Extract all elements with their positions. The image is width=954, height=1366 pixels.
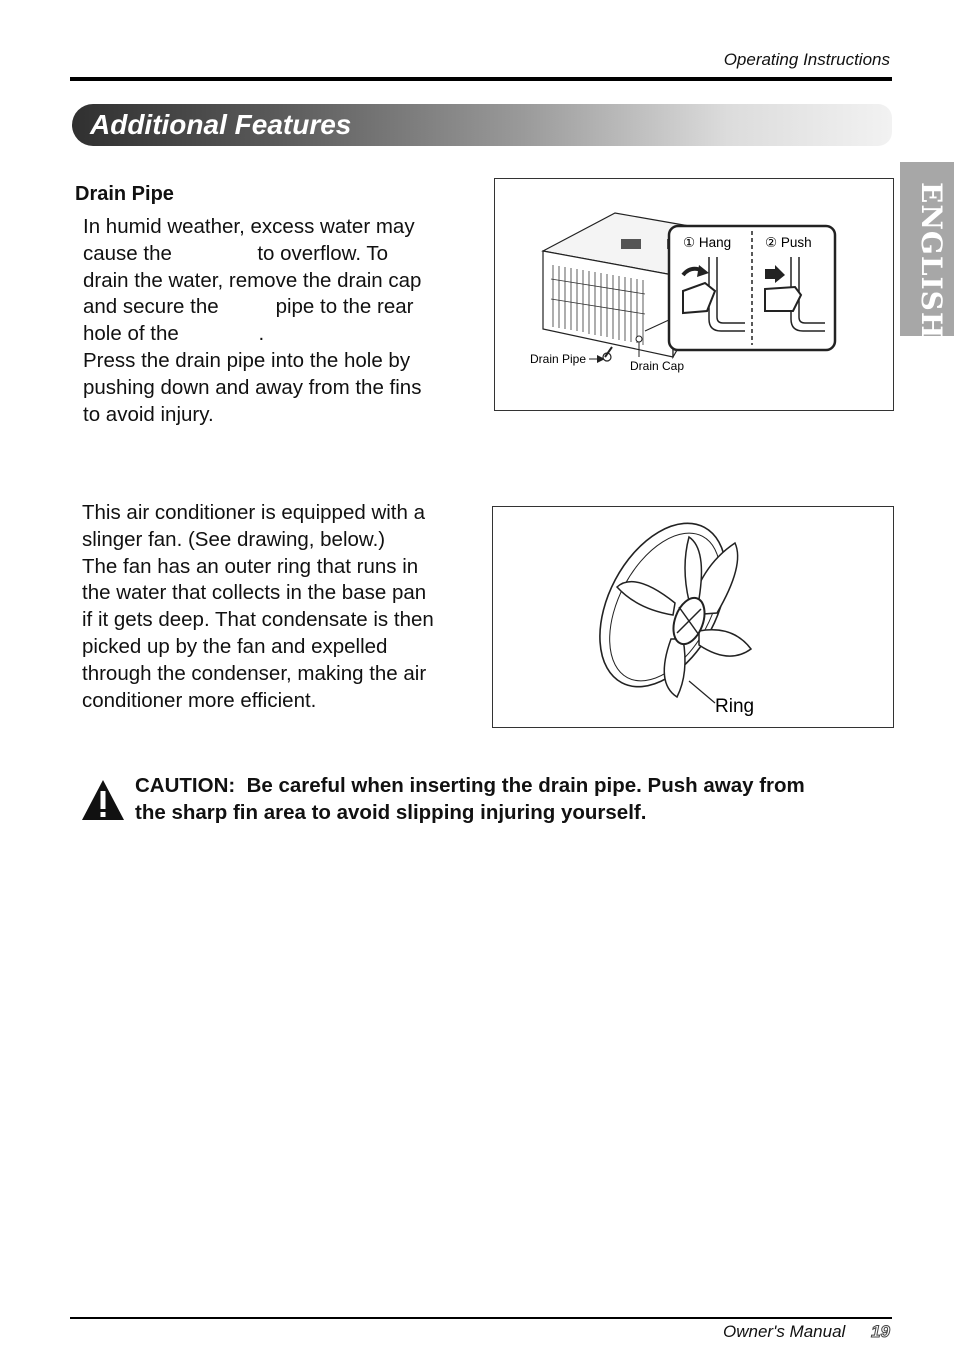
footer-label: Owner's Manual	[723, 1322, 846, 1341]
ring-label: Ring	[715, 696, 755, 717]
drain-pipe-heading: Drain Pipe	[75, 183, 174, 205]
footer-rule	[70, 1317, 892, 1319]
language-tab	[900, 162, 954, 340]
drain-pipe-illustration	[495, 179, 893, 410]
page-number: 19	[871, 1322, 890, 1341]
slinger-fan-text: This air conditioner is equipped with a slinger fan. (See drawing, below.) The fan has an outer ring that runs in the water that collects in the base pan if it gets deep. That condensate is then picked up by the fan and expelled through the condenser, making the air conditioner more efficient.	[82, 501, 434, 712]
drain-cap-label: Drain Cap	[630, 359, 685, 373]
step-push-label: ② Push	[765, 235, 812, 250]
language-tab-label: ENGLISH	[915, 182, 948, 340]
drain-pipe-figure	[494, 178, 894, 411]
slinger-fan-illustration	[493, 507, 893, 727]
drain-pipe-text: In humid weather, excess water may cause the to overflow. To drain the water, remove the drain cap and secure the pipe to the rear hole of the . Press the drain pipe into the hole by pushing down and away from the fins to avoid injury.	[83, 215, 422, 426]
drain-pipe-label: Drain Pipe	[530, 352, 587, 366]
title-band	[72, 104, 892, 146]
warning-triangle-icon	[80, 778, 126, 822]
header-label: Operating Instructions	[723, 50, 890, 69]
page-title: Additional Features	[90, 109, 352, 140]
header-rule	[70, 77, 892, 81]
step-hang-label: ① Hang	[683, 235, 732, 250]
caution-text: CAUTION: Be careful when inserting the drain pipe. Push away from the sharp fin area to avoid slipping injuring yourself.	[135, 774, 805, 824]
caution-notice	[80, 772, 880, 832]
slinger-fan-figure	[492, 506, 894, 728]
